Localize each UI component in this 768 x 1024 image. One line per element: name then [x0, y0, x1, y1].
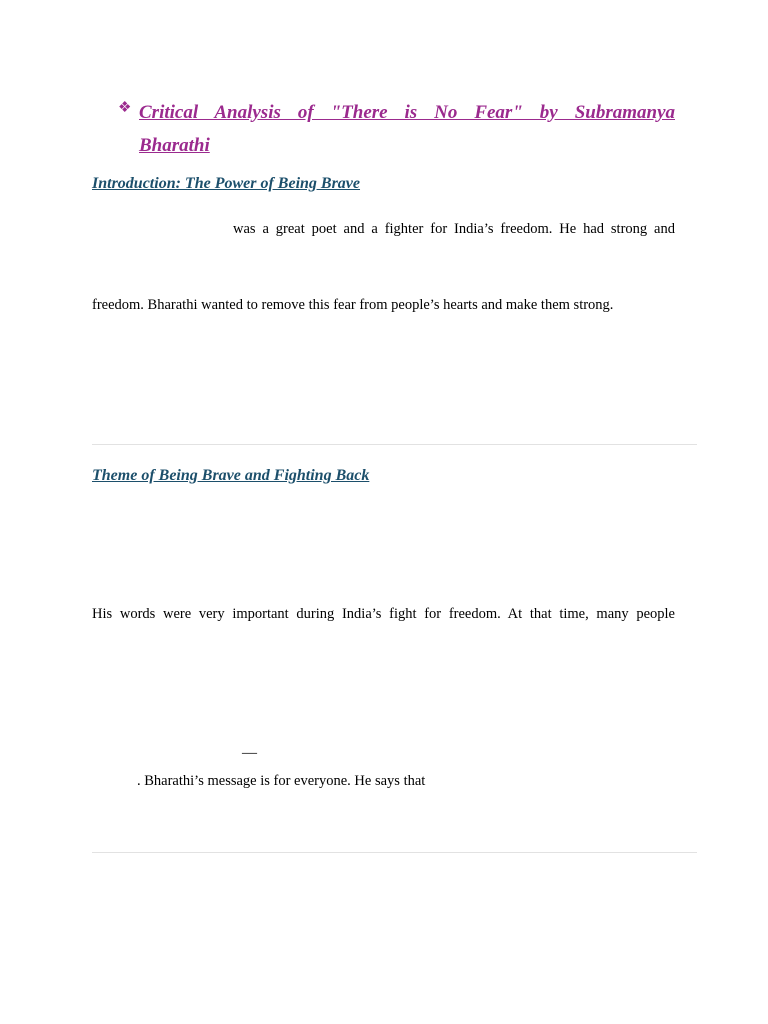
- paragraph-theme-line: His words were very important during India’s fight for freedom. At that time, many people: [92, 606, 675, 622]
- document-title: Critical Analysis of "There is No Fear" by Subramanya: [139, 102, 675, 123]
- paragraph-freedom-line: freedom. Bharathi wanted to remove this fear from people’s hearts and make them strong.: [92, 297, 614, 313]
- section-heading-theme: Theme of Being Brave and Fighting Back: [92, 467, 370, 484]
- diamond-bullet-icon: ❖: [118, 100, 132, 116]
- section-heading-introduction: Introduction: The Power of Being Brave: [92, 175, 361, 192]
- section-divider: [92, 444, 697, 445]
- em-dash: —: [242, 745, 257, 761]
- paragraph-message-line: . Bharathi’s message is for everyone. He says that: [137, 773, 426, 789]
- document-title-continuation: Bharathi: [139, 135, 210, 156]
- section-divider: [92, 852, 697, 853]
- paragraph-intro-line: was a great poet and a fighter for India’s freedom. He had strong and: [233, 221, 675, 237]
